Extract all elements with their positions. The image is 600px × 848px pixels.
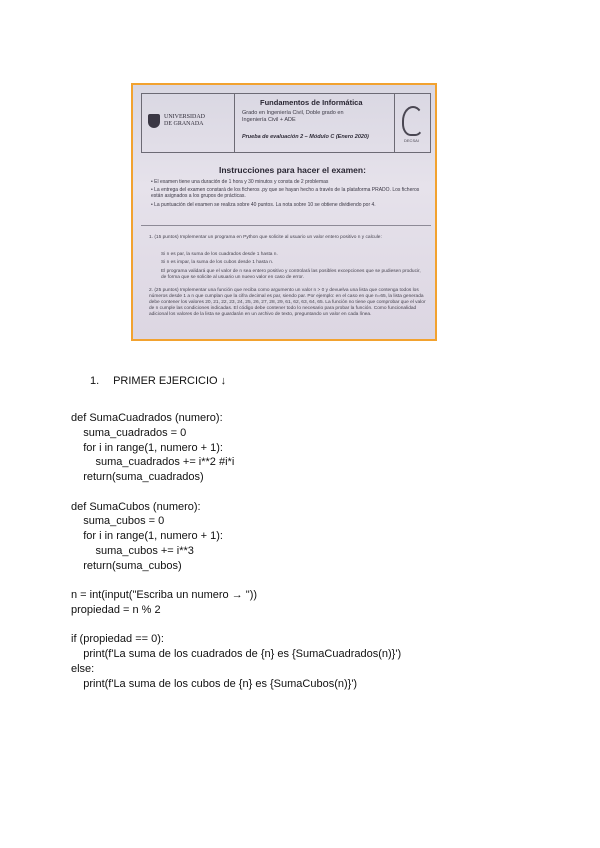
code-line: for i in range(1, numero + 1): [71, 530, 223, 542]
department-logo-text: DECSAI [404, 138, 419, 143]
university-name-line: DE GRANADA [164, 121, 204, 127]
code-line: n = int(input("Escriba un numero → ")) [71, 589, 258, 601]
code-line: for i in range(1, numero + 1): [71, 441, 223, 454]
exam-header-box [141, 93, 431, 153]
exercise-1-item: El programa validará que el valor de n sea entero positivo y controlará las posibles excepciones que se pudiesen producir, de forma que se solicite al usuario un nuevo valor en caso de error. [161, 269, 421, 280]
code-line: return(suma_cubos) [71, 559, 182, 572]
instructions-title: Instrucciones para hacer el examen: [219, 165, 366, 175]
divider-line [141, 225, 431, 226]
university-crest-icon [148, 114, 160, 128]
code-line: else: [71, 662, 95, 675]
code-line: if (propiedad == 0): [71, 633, 164, 646]
code-blank-line [71, 573, 401, 588]
instruction-bullet: • La entrega del examen constará de los ficheros .py que se hayan hecho a través de la plataforma PRADO. Los ficheros están asignados a los grupos de prácticas. [151, 187, 420, 200]
code-line: suma_cuadrados = 0 [71, 426, 187, 439]
instruction-text: La puntuación del examen se realiza sobre 40 puntos. La nota sobre 10 se obtiene dividiendo por 4. [154, 202, 376, 208]
department-logo-icon [402, 106, 424, 136]
exam-photo [131, 83, 437, 341]
exam-degree [242, 110, 344, 124]
code-line: suma_cubos += i**3 [71, 544, 194, 557]
code-line: def SumaCuadrados (numero): [71, 412, 223, 424]
university-name [164, 114, 205, 128]
instruction-text: La entrega del examen constará de los ficheros .py que se hayan hecho a través de la plataforma PRADO. Los ficheros están asignados a los grupos de prácticas. [151, 187, 420, 200]
heading-number: 1. [90, 375, 100, 387]
exam-course-title: Fundamentos de Informática [260, 98, 363, 107]
header-divider [394, 94, 395, 152]
exam-session: Prueba de evaluación 2 – Módulo C (Enero 2020) [242, 134, 369, 140]
code-line: suma_cuadrados += i**2 #i*i [71, 456, 235, 469]
instruction-text: El examen tiene una duración de 1 hora y 30 minutos y consta de 2 problemas [154, 179, 329, 185]
instruction-bullet: • La puntuación del examen se realiza sobre 40 puntos. La nota sobre 10 se obtiene dividiendo por 4. [151, 202, 376, 208]
code-block [71, 411, 401, 691]
heading-text: PRIMER EJERCICIO ↓ [113, 375, 227, 387]
exam-sheet [133, 85, 435, 339]
code-line: print(f'La suma de los cuadrados de {n} es {SumaCuadrados(n)}') [71, 648, 402, 660]
exercise-1: 1. (15 puntos) Implementar un programa en Python que solicite al usuario un valor entero positivo n y calcule: [149, 235, 382, 240]
exercise-1-item: Si n es impar, la suma de los cubos desde 1 hasta n. [161, 260, 274, 265]
header-divider [234, 94, 235, 152]
exam-degree-line: Grado en Ingeniería Civil, Doble grado en [242, 110, 344, 116]
section-heading [90, 375, 226, 387]
code-line: return(suma_cuadrados) [71, 471, 204, 483]
exercise-1-item: Si n es par, la suma de los cuadrados desde 1 hasta n. [161, 252, 278, 257]
exercise-2: 2. (25 puntos) Implementar una función que reciba como argumento un valor n > 0 y devuelva una lista que contenga todos los números desde 1 a n que cumplan que la cifra decimal es par, siendo par. Por ejemplo: en el caso en que n=65, la lista generada debe contener los valores 20, 21, 22, 23, 24, 25, 26, 27, 28, 29, 61, 62, 63, 64, 65. La función no tiene que comprobar que el valor de n cumple las condiciones indicadas. El código debe contener todo lo necesario para probar la función. Como funcionalidad adicional los valores de la lista se guardarán en un archivo de texto, preguntando un valor en cada línea. [149, 288, 426, 317]
exam-degree-line: Ingeniería Civil + ADE [242, 117, 296, 123]
code-line: print(f'La suma de los cubos de {n} es {SumaCubos(n)}') [71, 677, 358, 690]
code-blank-line [71, 485, 401, 500]
code-line: propiedad = n % 2 [71, 603, 161, 616]
instruction-bullet: • El examen tiene una duración de 1 hora y 30 minutos y consta de 2 problemas [151, 179, 329, 185]
university-name-line: UNIVERSIDAD [164, 114, 205, 120]
code-blank-line [71, 618, 401, 633]
code-line: suma_cubos = 0 [71, 515, 165, 528]
code-line: def SumaCubos (numero): [71, 500, 201, 513]
